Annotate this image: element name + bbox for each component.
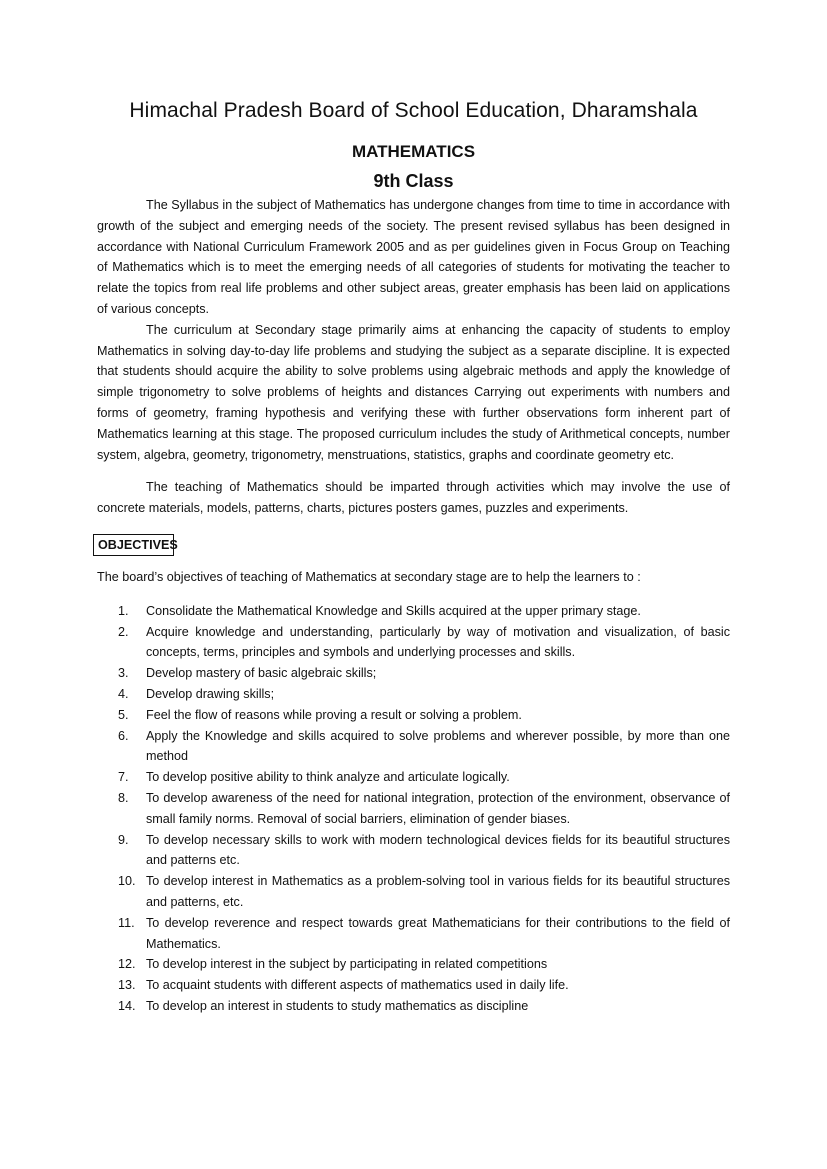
intro-paragraph-3: The teaching of Mathematics should be imparted through activities which may involve the use of concrete materials, models, patterns, charts, pictures posters games, puzzles and experiments. (97, 480, 730, 516)
list-item (97, 871, 730, 913)
list-number: 8. (118, 790, 129, 805)
list-item (97, 705, 730, 726)
board-title: Himachal Pradesh Board of School Education, Dharamshala (129, 99, 698, 122)
list-item (97, 788, 730, 830)
document-page (97, 96, 730, 1017)
list-text: Develop mastery of basic algebraic skills; (146, 666, 377, 681)
list-number: 14. (118, 998, 136, 1013)
list-text: Apply the Knowledge and skills acquired to solve problems and wherever possible, by more than one method (146, 728, 730, 764)
intro-paragraph-2: The curriculum at Secondary stage primarily aims at enhancing the capacity of students to employ Mathematics in solving day-to-day life problems and studying the subject as a separate discipline. It is expected that students should acquire the ability to solve problems using algebraic methods and apply the knowledge of simple trigonometry to solve problems of heights and distances Carrying out experiments with numbers and forms of geometry, framing hypothesis and verifying these with further observations form inherent part of Mathematics learning at this stage. The proposed curriculum includes the study of Arithmetical concepts, number system, algebra, geometry, trigonometry, menstruations, statistics, graphs and coordinate geometry etc. (97, 322, 730, 462)
list-number: 1. (118, 603, 129, 618)
class-title: 9th Class (373, 171, 454, 191)
list-number: 6. (118, 728, 129, 743)
list-item (97, 684, 730, 705)
objectives-intro: The board’s objectives of teaching of Mathematics at secondary stage are to help the learners to : (97, 569, 641, 584)
list-number: 2. (118, 624, 129, 639)
list-text: To develop necessary skills to work with modern technological devices fields for its beautiful structures and patterns etc. (146, 832, 730, 868)
list-text: To develop awareness of the need for national integration, protection of the environment, observance of small family norms. Removal of social barriers, elimination of gender biases. (146, 790, 730, 826)
list-number: 13. (118, 978, 136, 993)
list-item (97, 767, 730, 788)
list-item (97, 726, 730, 768)
list-item (97, 601, 730, 622)
list-number: 7. (118, 770, 129, 785)
list-text: To develop reverence and respect towards great Mathematicians for their contributions to the field of Mathematics. (146, 915, 730, 951)
objectives-list (97, 601, 730, 1017)
list-number: 10. (118, 874, 136, 889)
list-number: 4. (118, 686, 129, 701)
subject-title: MATHEMATICS (351, 142, 476, 161)
list-text: To develop an interest in students to study mathematics as discipline (146, 998, 529, 1013)
list-item (97, 830, 730, 872)
list-item (97, 622, 730, 664)
intro-paragraph-1: The Syllabus in the subject of Mathematics has undergone changes from time to time in accordance with growth of the subject and emerging needs of the society. The present revised syllabus has been designed in accordance with National Curriculum Framework 2005 and as per guidelines given in Focus Group on Teaching of Mathematics which is to meet the emerging needs of all categories of students for motivating the teacher to relate the topics from real life problems and other subject areas, greater emphasis has been laid on applications of various concepts. (97, 198, 730, 316)
list-item (97, 913, 730, 955)
list-text: To acquaint students with different aspects of mathematics used in daily life. (146, 978, 569, 993)
list-text: Consolidate the Mathematical Knowledge and Skills acquired at the upper primary stage. (146, 603, 641, 618)
list-text: To develop interest in the subject by participating in related competitions (146, 957, 548, 972)
list-text: Acquire knowledge and understanding, particularly by way of motivation and visualization, of basic concepts, terms, principles and symbols and underlying processes and skills. (146, 624, 730, 660)
list-text: Feel the flow of reasons while proving a result or solving a problem. (146, 707, 522, 722)
list-number: 9. (118, 832, 129, 847)
list-number: 12. (118, 957, 136, 972)
list-item (97, 975, 730, 996)
list-number: 5. (118, 707, 129, 722)
list-text: Develop drawing skills; (146, 686, 275, 701)
list-text: To develop positive ability to think analyze and articulate logically. (146, 770, 510, 785)
list-text: To develop interest in Mathematics as a problem-solving tool in various fields for its beautiful structures and patterns, etc. (146, 874, 730, 909)
list-item (97, 663, 730, 684)
list-item (97, 996, 730, 1017)
objectives-heading: OBJECTIVES (93, 534, 174, 556)
list-item (97, 954, 730, 975)
list-number: 11. (118, 915, 135, 930)
list-number: 3. (118, 666, 129, 681)
